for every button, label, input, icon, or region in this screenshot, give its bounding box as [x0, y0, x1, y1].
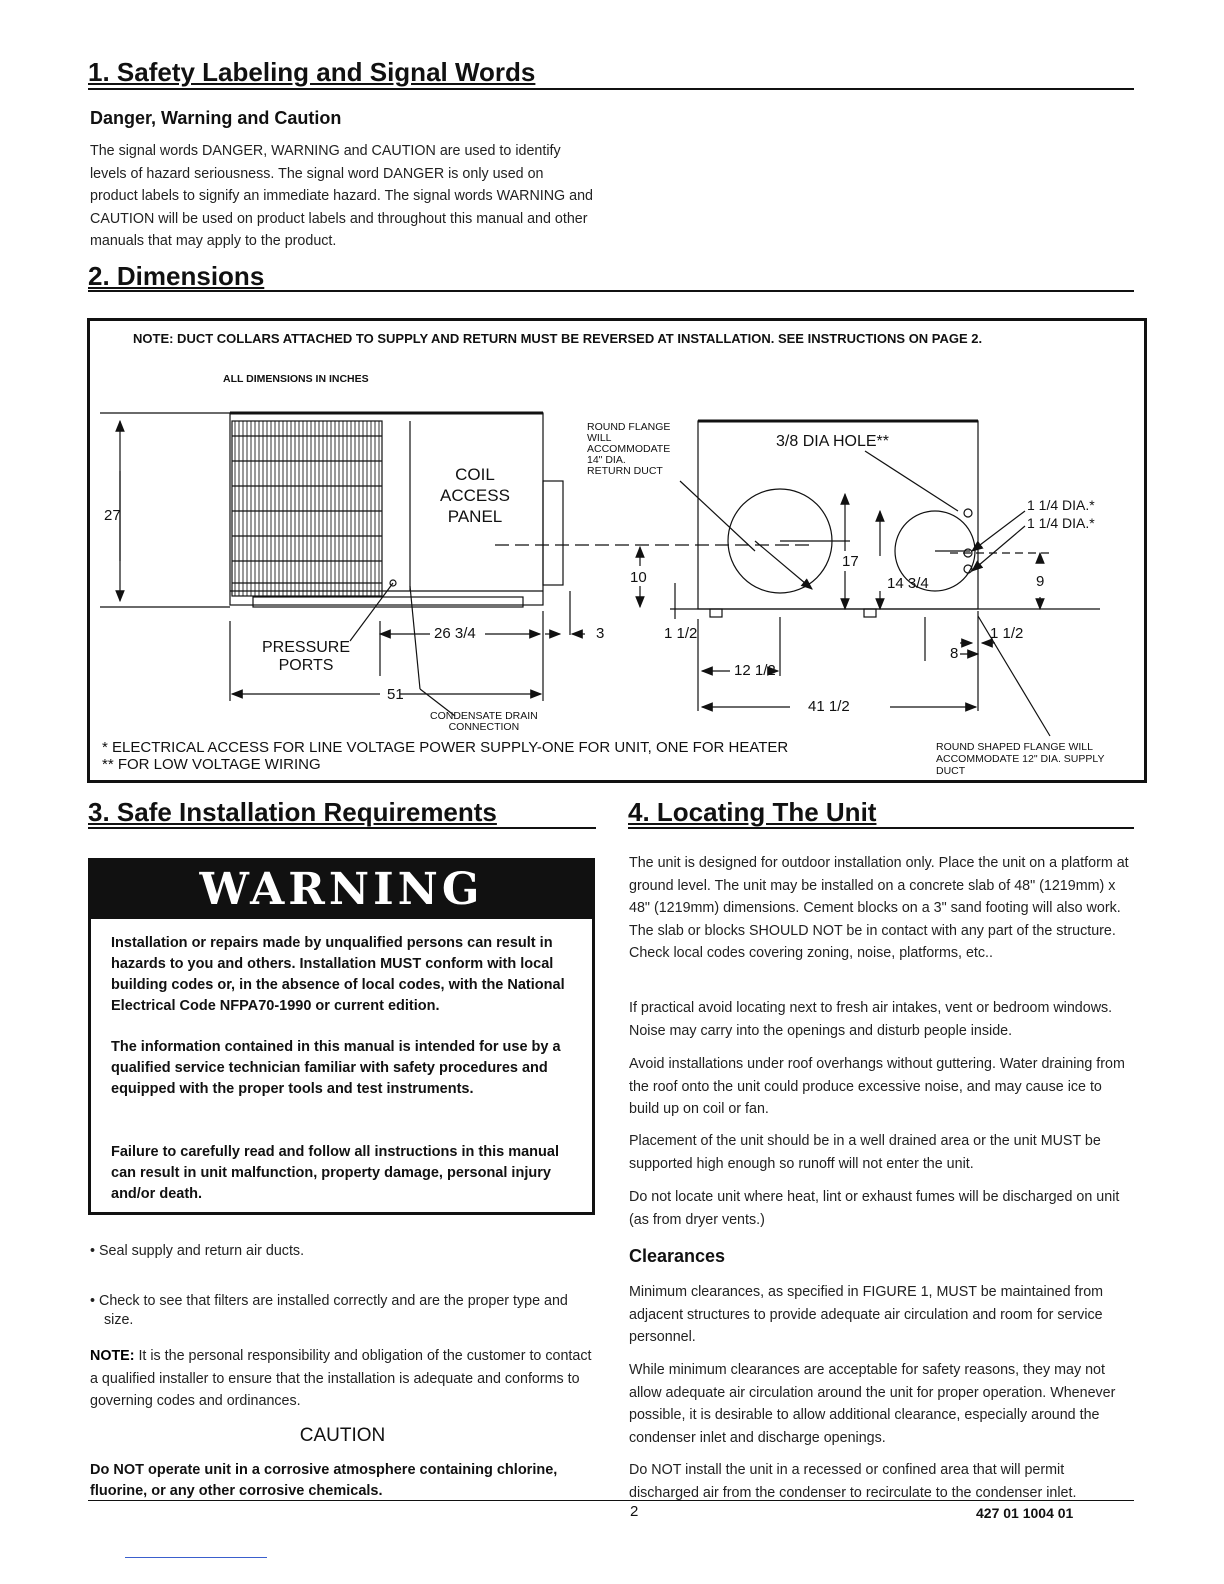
section1-subtitle: Danger, Warning and Caution: [90, 108, 342, 128]
note-label: NOTE:: [90, 1348, 135, 1364]
dim-51: 51: [387, 686, 404, 703]
dim-8: 8: [950, 645, 959, 662]
dim-3: 3: [596, 625, 605, 642]
dim-41-1-2: 41 1/2: [808, 698, 850, 715]
coil-access-panel-label: [435, 464, 515, 527]
dim-27: 27: [104, 507, 121, 524]
caution-text: Do NOT operate unit in a corrosive atmosphere containing chlorine, fluorine, or any other corrosive chemicals.: [90, 1462, 558, 1499]
dim-12-1-2: 12 1/2: [734, 662, 776, 679]
dim-17: 17: [842, 553, 859, 570]
warning-paragraph-3: Failure to carefully read and follow all instructions in this manual can result in unit malfunction, property damage, personal injury and/or death.: [111, 1144, 559, 1202]
dia-label-1: 1 1/4 DIA.*: [1027, 497, 1095, 513]
cond-line1: CONDENSATE DRAIN: [430, 710, 538, 722]
footnote-low-voltage: ** FOR LOW VOLTAGE WIRING: [102, 756, 321, 773]
section4-paragraph-6: Minimum clearances, as specified in FIGURE 1, MUST be maintained from adjacent structures to provide adequate air circulation and room for service personnel.: [629, 1284, 1104, 1345]
supply-flange-note: ROUND SHAPED FLANGE WILL ACCOMMODATE 12" DIA. SUPPLY DUCT: [936, 741, 1105, 777]
round-line1: ROUND FLANGE: [587, 421, 671, 433]
page-number: 2: [630, 1503, 639, 1520]
dim-1-1-2-right: 1 1/2: [990, 625, 1024, 642]
section1-paragraph: The signal words DANGER, WARNING and CAUTION are used to identify levels of hazard seriousness. The signal word DANGER is only used on product labels to signify an immediate hazard. The signal words WARNING and CAUTION will be used on product labels and throughout this manual and other manuals that may apply to the product.: [90, 143, 594, 249]
section3-title: 3. Safe Installation Requirements: [88, 797, 497, 827]
coil-line1: COIL: [455, 465, 495, 484]
section4-rule: [628, 827, 1134, 829]
warning-paragraph-1: Installation or repairs made by unqualified persons can result in hazards to you and others. Installation MUST conform with local building codes or, in the absence of local codes, with the National Electrical Code NFPA70-1990 or current edition.: [111, 935, 565, 1014]
condensate-label: [430, 711, 538, 733]
coil-line2: ACCESS: [440, 486, 510, 505]
dia-hole-label: [776, 433, 889, 451]
dia-hole-fraction: 3/8: [776, 433, 799, 450]
cond-line2: CONNECTION: [448, 721, 520, 733]
section3-note: [90, 1345, 595, 1413]
bottom-line: [125, 1557, 267, 1558]
section4-paragraph-3: Avoid installations under roof overhangs without guttering. Water draining from the roof onto the unit could produce excessive noise, and may cause ice to build up on coil or fan.: [629, 1056, 1125, 1117]
warning-paragraph-2: The information contained in this manual is intended for use by a qualified service technician familiar with safety procedures and equipped with the proper tools and test instruments.: [111, 1039, 561, 1097]
diagram-note: NOTE: DUCT COLLARS ATTACHED TO SUPPLY AND RETURN MUST BE REVERSED AT INSTALLATION. SEE INSTRUCTIONS ON PAGE 2.: [133, 331, 983, 346]
round-line5: RETURN DUCT: [587, 465, 663, 477]
section2-rule: [88, 290, 1134, 292]
dia-label-2: 1 1/4 DIA.*: [1027, 515, 1095, 531]
bullet-text-2: Check to see that filters are installed correctly and are the proper type and size.: [99, 1293, 568, 1328]
dia-hole-text: DIA HOLE**: [802, 433, 889, 450]
bullet-icon: •: [90, 1243, 96, 1259]
section4-title: 4. Locating The Unit: [628, 797, 877, 827]
document-number: 427 01 1004 01: [976, 1505, 1074, 1521]
unit-drawing: [90, 321, 1144, 780]
dim-9: 9: [1036, 573, 1045, 590]
coil-line3: PANEL: [447, 507, 503, 526]
dim-1-1-2-center: 1 1/2: [664, 625, 698, 642]
section4-paragraph-2: If practical avoid locating next to fresh air intakes, vent or bedroom windows. Noise may carry into the openings and disturb people inside.: [629, 1000, 1113, 1039]
pressure-line2: PORTS: [278, 657, 334, 674]
caution-title: CAUTION: [299, 1425, 386, 1446]
pressure-ports-label: [262, 639, 350, 675]
warning-banner: WARNING: [91, 861, 592, 919]
bullet-icon: •: [90, 1293, 96, 1309]
section4-paragraph-4: Placement of the unit should be in a well drained area or the unit MUST be supported high enough so runoff will not enter the unit.: [629, 1133, 1101, 1172]
bullet-item-1: [90, 1242, 590, 1261]
round-line3: ACCOMMODATE: [587, 443, 671, 455]
dim-10: 10: [630, 569, 647, 586]
clearances-title: Clearances: [629, 1246, 726, 1266]
dim-26-3-4: 26 3/4: [434, 625, 476, 642]
section4-paragraph-7: While minimum clearances are acceptable for safety reasons, they may not allow adequate air circulation around the unit for proper operation. Whenever possible, it is desirable to allow additional clearance, especially around the condenser inlet and discharge openings.: [629, 1362, 1116, 1446]
return-flange-label: [587, 422, 670, 477]
footer-rule: [88, 1500, 1134, 1501]
pressure-line1: PRESSURE: [262, 639, 351, 656]
footnote-electrical: * ELECTRICAL ACCESS FOR LINE VOLTAGE POWER SUPPLY-ONE FOR UNIT, ONE FOR HEATER: [102, 739, 789, 756]
section4-paragraph-1: The unit is designed for outdoor installation only. Place the unit on a platform at ground level. The unit may be installed on a concrete slab of 48" (1219mm) x 48" (1219mm) dimensions. Cement blocks on a 3" sand footing will also work. The slab or blocks SHOULD NOT be in contact with any part of the structure. Check local codes covering zoning, noise, platforms, etc..: [629, 855, 1129, 961]
warning-box: [88, 858, 595, 1215]
section1-rule: [88, 88, 1134, 90]
section4-paragraph-5: Do not locate unit where heat, lint or exhaust fumes will be discharged on unit (as from dryer vents.): [629, 1189, 1120, 1228]
round-line2: WILL: [587, 432, 612, 444]
section4-paragraph-8: Do NOT install the unit in a recessed or confined area that will permit discharged air from the condenser to recirculate to the condenser inlet.: [629, 1462, 1077, 1501]
round-line4: 14" DIA.: [587, 454, 626, 466]
all-dimensions-label: ALL DIMENSIONS IN INCHES: [223, 373, 369, 385]
section1-title: 1. Safety Labeling and Signal Words: [88, 57, 536, 87]
dim-14-3-4: 14 3/4: [887, 575, 929, 592]
section3-rule: [88, 827, 596, 829]
bullet-text-1: Seal supply and return air ducts.: [99, 1243, 305, 1259]
note-text: It is the personal responsibility and obligation of the customer to contact a qualified installer to ensure that the installation is adequate and conforms to governing codes and ordinances.: [90, 1348, 592, 1409]
dimensions-diagram: [87, 318, 1147, 783]
bullet-item-2: [90, 1292, 594, 1330]
section2-title: 2. Dimensions: [88, 261, 265, 291]
